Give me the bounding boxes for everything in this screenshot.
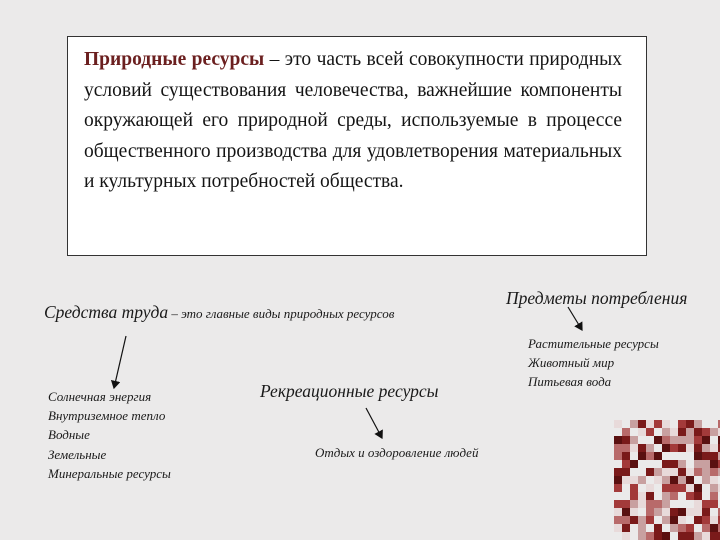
recreation-item: Отдых и оздоровление людей: [315, 445, 479, 460]
list-item: Минеральные ресурсы: [48, 466, 171, 481]
list-item: Водные: [48, 427, 90, 442]
means-title: Средства труда: [44, 302, 169, 322]
list-item: Животный мир: [528, 355, 615, 370]
list-item: Солнечная энергия: [48, 389, 152, 404]
recreation-arrow: [366, 408, 382, 438]
list-item: Растительные ресурсы: [528, 336, 659, 351]
means-subtitle: – это главные виды природных ресурсов: [168, 306, 395, 321]
list-item: Внутриземное тепло: [48, 408, 166, 423]
recreation-title: Рекреационные ресурсы: [260, 381, 439, 401]
definition-body: – это часть всей совокупности природных условий существования человечества, важнейшие компоненты окружающей его природной среды, используемые в процессе общественного производства для удовлетворения материальных и культурных потребностей общества.: [84, 49, 623, 192]
definition-term: Природные ресурсы: [84, 49, 265, 70]
list-item: Земельные: [48, 447, 107, 462]
decorative-mosaic: [614, 420, 720, 540]
consumption-arrow: [568, 307, 582, 330]
list-item: Питьевая вода: [528, 374, 612, 389]
consumption-title: Предметы потребления: [506, 288, 688, 308]
means-arrow: [114, 336, 126, 388]
